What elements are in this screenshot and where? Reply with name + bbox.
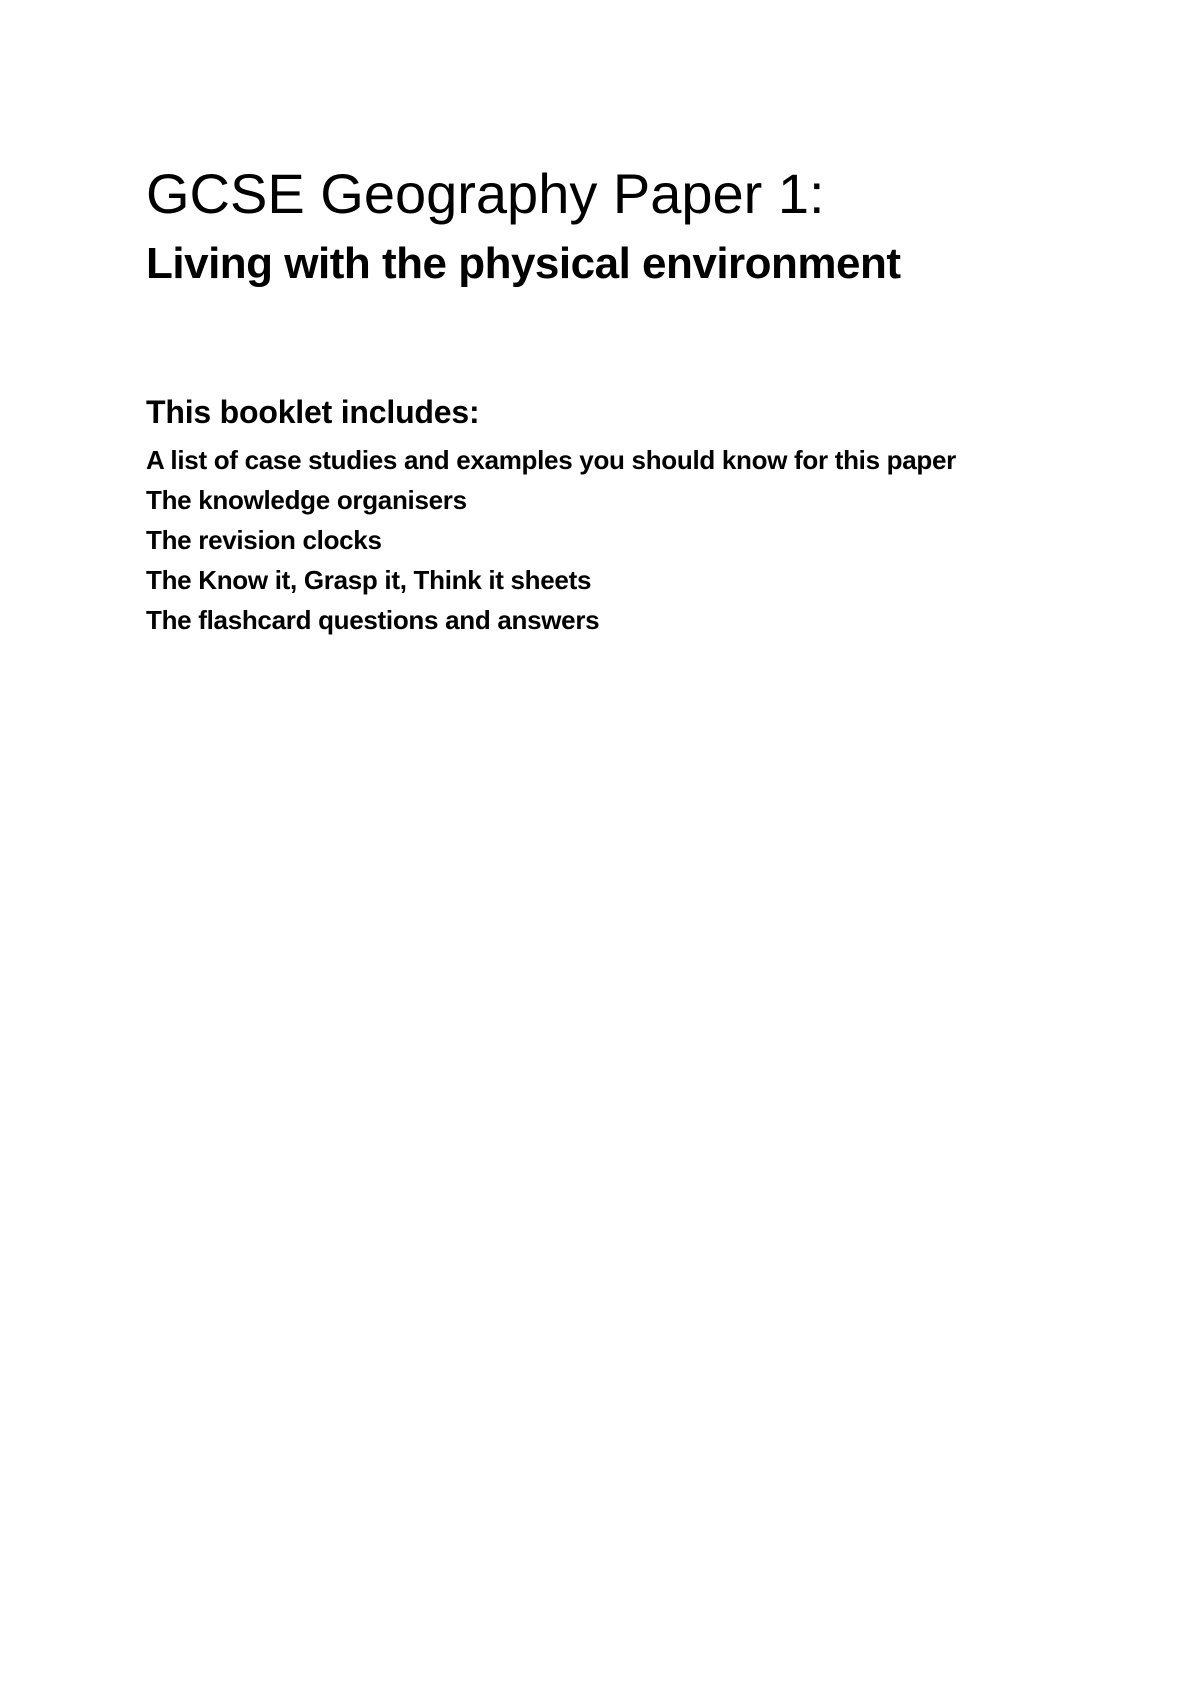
booklet-includes-list — [146, 440, 1106, 640]
document-title: GCSE Geography Paper 1: — [146, 162, 825, 225]
cover-content — [146, 160, 1106, 640]
list-item: A list of case studies and examples you should know for this paper — [146, 445, 956, 475]
list-item: The revision clocks — [146, 525, 382, 555]
booklet-includes-heading: This booklet includes: — [146, 394, 480, 430]
list-item: The knowledge organisers — [146, 485, 467, 515]
list-item: The flashcard questions and answers — [146, 605, 600, 635]
list-item: The Know it, Grasp it, Think it sheets — [146, 565, 592, 595]
document-subtitle: Living with the physical environment — [146, 239, 901, 288]
